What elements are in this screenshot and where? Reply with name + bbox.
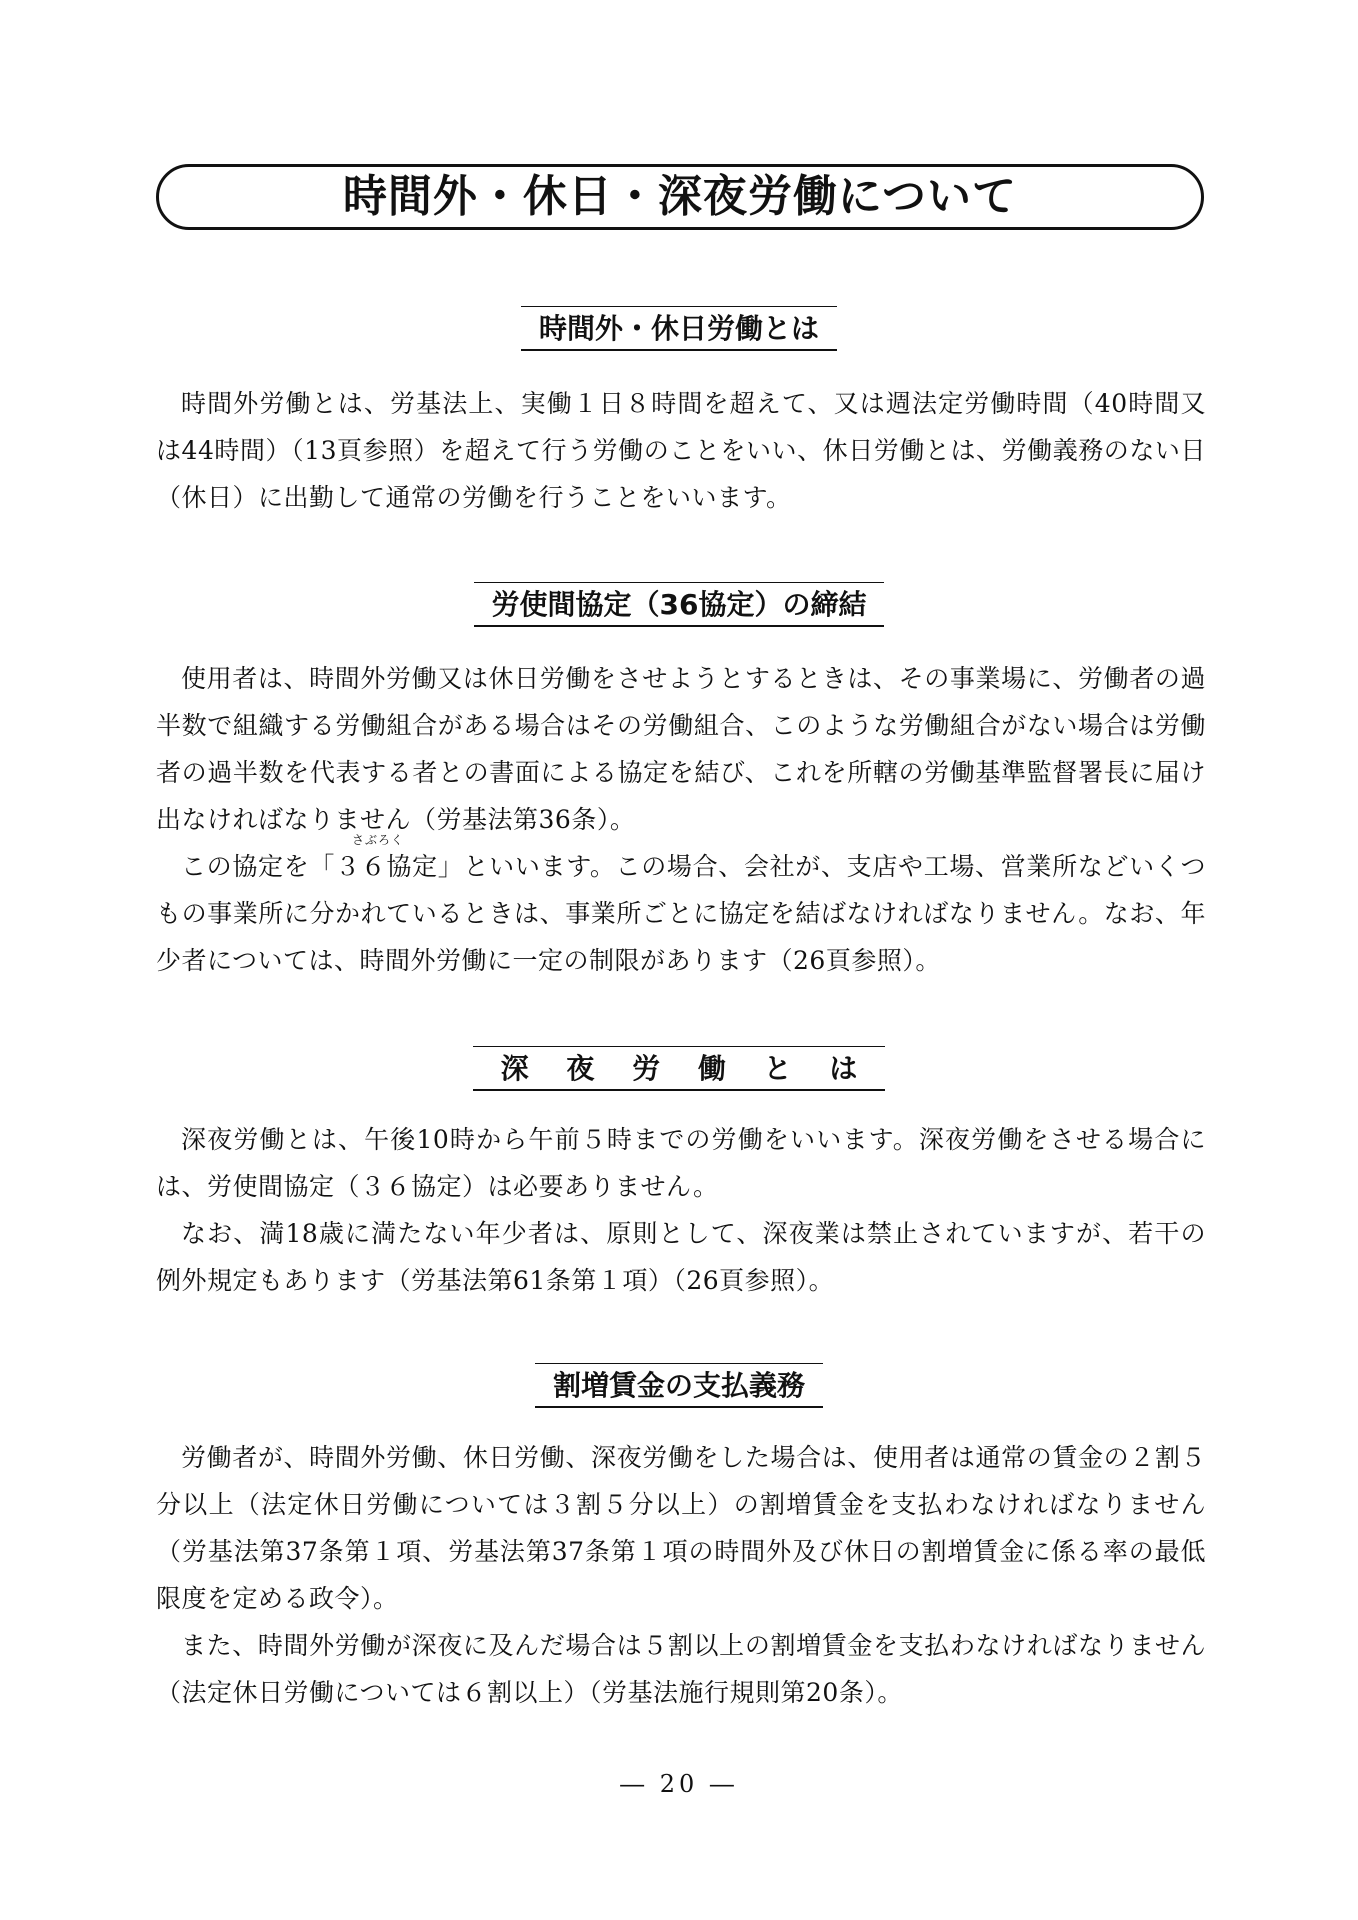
paragraph: 深夜労働とは、午後10時から午前５時までの労働をいいます。深夜労働をさせる場合には、労使間協定（３６協定）は必要ありません。 — [156, 1125, 1206, 1201]
section-heading-overtime — [0, 306, 1358, 351]
page-number: ― 20 ― — [620, 1770, 738, 1798]
page-title: 時間外・休日・深夜労働について — [342, 171, 1018, 222]
section-body-36-agreement — [156, 655, 1206, 984]
paragraph: 時間外労働とは、労基法上、実働１日８時間を超えて、又は週法定労働時間（40時間又は44時間）（13頁参照）を超えて行う労働のことをいい、休日労働とは、労働義務のない日（休日）に出勤して通常の労働を行うことをいいます。 — [156, 389, 1206, 512]
ruby-reading: さぶろく — [352, 833, 405, 847]
section-body-overtime — [156, 380, 1206, 521]
paragraph: また、時間外労働が深夜に及んだ場合は５割以上の割増賃金を支払わなければなりません（法定休日労働については６割以上）（労基法施行規則第20条）。 — [156, 1631, 1206, 1707]
paragraph: この協定を「３６協定」といいます。この場合、会社が、支店や工場、営業所などいくつもの事業所に分かれているときは、事業所ごとに協定を結ばなければなりません。なお、年少者については、時間外労働に一定の制限があります（26頁参照）。 — [156, 852, 1206, 975]
page-title-box — [156, 164, 1204, 230]
paragraph: なお、満18歳に満たない年少者は、原則として、深夜業は禁止されていますが、若干の例外規定もあります（労基法第61条第１項）（26頁参照）。 — [156, 1219, 1206, 1295]
paragraph: 労働者が、時間外労働、休日労働、深夜労働をした場合は、使用者は通常の賃金の２割５分以上（法定休日労働については３割５分以上）の割増賃金を支払わなければなりません（労基法第37条第１項、労基法第37条第１項の時間外及び休日の割増賃金に係る率の最低限度を定める政令）。 — [156, 1443, 1206, 1613]
section-heading-label: 深 夜 労 働 と は — [473, 1046, 886, 1091]
section-body-premium-pay — [156, 1434, 1206, 1716]
section-heading-night-work — [0, 1046, 1358, 1091]
section-body-night-work — [156, 1116, 1206, 1304]
paragraph: 使用者は、時間外労働又は休日労働をさせようとするときは、その事業場に、労働者の過半数で組織する労働組合がある場合はその労働組合、このような労働組合がない場合は労働者の過半数を代表する者との書面による協定を結び、これを所轄の労働基準監督署長に届け出なければなりません（労基法第36条）。 — [156, 664, 1206, 834]
section-heading-premium-pay — [0, 1363, 1358, 1408]
section-heading-label: 割増賃金の支払義務 — [535, 1363, 823, 1408]
section-heading-label: 時間外・休日労働とは — [521, 306, 837, 351]
section-heading-label: 労使間協定（36協定）の締結 — [474, 582, 885, 627]
section-heading-36-agreement — [0, 582, 1358, 627]
